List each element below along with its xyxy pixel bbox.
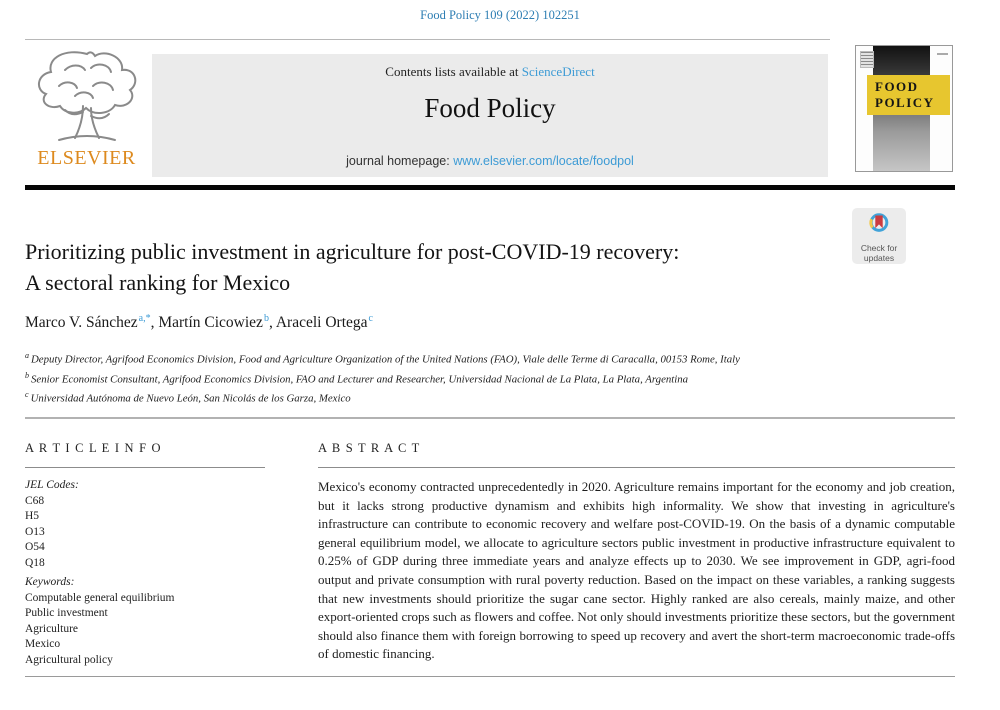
journal-cover-thumbnail[interactable]: [855, 45, 953, 172]
section-divider: [25, 417, 955, 419]
affiliation-line: [25, 348, 945, 368]
badge-label-line1: Check for: [860, 243, 898, 253]
affiliation-list: [25, 348, 945, 407]
affiliation-marker: b: [25, 370, 29, 380]
keyword: Public investment: [25, 607, 108, 619]
header-rule-bar: [25, 185, 955, 190]
keyword: Computable general equilibrium: [25, 591, 175, 604]
affiliation-line: [25, 387, 945, 407]
keyword: Agriculture: [25, 622, 79, 635]
article-info-section: [25, 441, 303, 668]
author-name: Araceli Ortega: [275, 314, 368, 332]
author-affil-marker[interactable]: a,*: [138, 313, 151, 324]
abstract-heading: A B S T R A C T: [318, 441, 421, 455]
article-title-line2: A sectoral ranking for Mexico: [25, 270, 291, 295]
author: [158, 314, 276, 331]
author-separator: ,: [150, 314, 159, 332]
badge-label-line2: updates: [863, 252, 895, 263]
affiliation-text: Universidad Autónoma de Nuevo León, San Nicolás de los Garza, Mexico: [30, 392, 351, 405]
contents-list-line: [152, 54, 828, 80]
jel-code: C68: [25, 494, 45, 507]
elsevier-logo: [25, 46, 148, 178]
author: [276, 314, 373, 331]
jel-code: H5: [25, 510, 40, 522]
jel-code: Q18: [25, 556, 45, 569]
jel-code: O54: [25, 541, 45, 553]
homepage-url-link[interactable]: www.elsevier.com/locate/foodpol: [453, 154, 634, 168]
author-list: [25, 313, 373, 332]
keyword: Agricultural policy: [25, 653, 113, 666]
sciencedirect-link[interactable]: ScienceDirect: [521, 64, 595, 79]
cover-emblem-icon: [860, 51, 874, 68]
article-info-rule: [25, 467, 265, 468]
contents-prefix: Contents lists available at: [385, 64, 522, 79]
article-title: [25, 236, 830, 298]
keywords-label: Keywords:: [25, 576, 75, 588]
homepage-prefix: journal homepage:: [346, 154, 454, 168]
journal-citation-link[interactable]: Food Policy 109 (2022) 102251: [420, 8, 580, 22]
abstract-rule: [318, 467, 955, 468]
elsevier-tree-icon: [25, 46, 148, 150]
article-info-heading: A R T I C L E I N F O: [25, 441, 162, 455]
affiliation-line: [25, 368, 945, 388]
cover-issue-text: [937, 53, 948, 55]
author-affil-marker[interactable]: c: [368, 313, 373, 324]
homepage-line: [152, 154, 828, 168]
crossmark-icon: [864, 226, 894, 243]
cover-title-line1: FOOD: [875, 79, 919, 94]
author-separator: ,: [268, 314, 276, 332]
article-title-line1: Prioritizing public investment in agriculture for post-COVID-19 recovery:: [25, 239, 680, 264]
affiliation-marker: c: [25, 390, 29, 400]
article-info-body: [25, 478, 303, 668]
jel-code: O13: [25, 525, 45, 538]
keyword: Mexico: [25, 638, 61, 650]
author: [25, 314, 158, 331]
author-name: Martín Cicowiez: [158, 314, 263, 332]
abstract-section: [318, 441, 955, 664]
journal-header-banner: [152, 54, 828, 177]
affiliation-marker: a: [25, 351, 29, 360]
cover-title-line2: POLICY: [875, 94, 935, 110]
affiliation-text: Deputy Director, Agrifood Economics Division, Food and Agriculture Organization of the United Nations (FAO), Viale delle Terme di Caracalla, 00153 Rome, Italy: [31, 353, 740, 366]
top-divider: [25, 39, 830, 40]
bottom-divider: [25, 676, 955, 677]
abstract-text: Mexico's economy contracted unprecedentedly in 2020. Agriculture remains important for the economy and job creation, but it lacks strong productive dynamism and exhibits high informality. We show that investing in agriculture's infrastructure can contribute to economic recovery and welfare post-COVID-19. On the basis of a dynamic computable general equilibrium model, we allocate to agriculture sectors public investment in productive infrastructure equivalent to 0.25% of GDP during three immediate years and analyze effects up to 2030. We see improvement in GDP, agri-food output and private consumption with rural poverty reduction. Based on the impact on these variables, a ranking suggests that new investments should prioritize the sugar cane sector. Highly ranked are also cereals, mainly maize, and other export-oriented crops such as flowers and coffee. Not only should investments prioritize these sectors, but the government should also finance them with foreign borrowing to speed up recovery and avert the short-term macroeconomic trade-offs of domestic financing.: [318, 479, 955, 662]
author-affil-marker[interactable]: b: [263, 313, 269, 324]
elsevier-wordmark: ELSEVIER: [37, 147, 136, 169]
journal-title: Food Policy: [424, 93, 556, 123]
author-name: Marco V. Sánchez: [25, 314, 138, 332]
cover-title-banner: [867, 75, 950, 115]
affiliation-text: Senior Economist Consultant, Agrifood Economics Division, FAO and Lecturer and Researcher, Universidad Nacional de La Plata, La Plata, Argentina: [31, 373, 689, 386]
check-for-updates-badge[interactable]: [852, 208, 906, 264]
jel-codes-label: JEL Codes:: [25, 479, 79, 491]
